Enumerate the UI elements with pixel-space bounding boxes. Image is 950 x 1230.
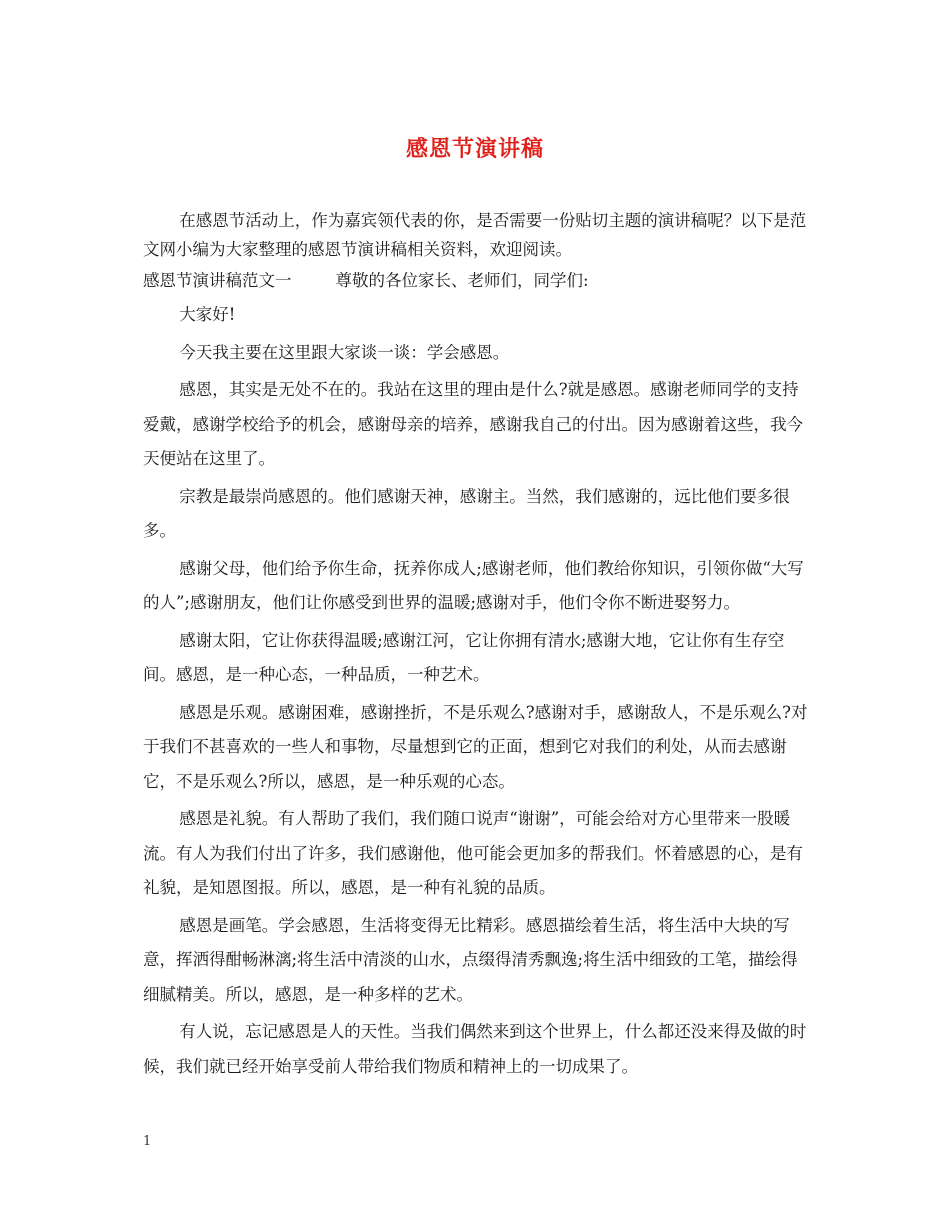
page-title: 感恩节演讲稿 <box>405 136 544 162</box>
section-label: 感恩节演讲稿范文一 <box>143 271 292 290</box>
section-heading-line <box>143 264 813 298</box>
paragraph: 今天我主要在这里跟大家谈一谈：学会感恩。 <box>179 342 510 362</box>
paragraph: 大家好! <box>179 305 236 324</box>
paragraph: 有人说，忘记感恩是人的天性。当我们偶然来到这个世界上，什么都还没来得及做的时候，我们就已经开始享受前人带给我们物质和精神上的一切成果了。 <box>143 1022 807 1076</box>
page-number: 1 <box>143 1134 152 1149</box>
paragraph: 感恩是画笔。学会感恩，生活将变得无比精彩。感恩描绘着生活，将生活中大块的写意，挥洒得酣畅淋漓;将生活中清淡的山水，点缀得清秀飘逸;将生活中细致的工笔，描绘得细腻精美。所以，感恩，是一种多样的艺术。 <box>143 915 798 1004</box>
salutation: 尊敬的各位家长、老师们，同学们: <box>335 271 589 290</box>
paragraph: 感恩是乐观。感谢困难，感谢挫折，不是乐观么?感谢对手，感谢敌人，不是乐观么?对于我们不甚喜欢的一些人和事物，尽量想到它的正面，想到它对我们的利处，从而去感谢它，不是乐观么?所以，感恩，是一种乐观的心态。 <box>143 702 808 791</box>
paragraph: 宗教是最崇尚感恩的。他们感谢天神，感谢主。当然，我们感谢的，远比他们要多很多。 <box>143 486 790 540</box>
document-body <box>143 206 813 1087</box>
paragraph: 感谢太阳，它让你获得温暖;感谢江河，它让你拥有清水;感谢大地，它让你有生存空间。感恩，是一种心态，一种品质，一种艺术。 <box>143 630 785 684</box>
paragraph: 感恩，其实是无处不在的。我站在这里的理由是什么?就是感恩。感谢老师同学的支持爱戴，感谢学校给予的机会，感谢母亲的培养，感谢我自己的付出。因为感谢着这些，我今天便站在这里了。 <box>143 380 803 468</box>
paragraph: 感谢父母，他们给予你生命，抚养你成人;感谢老师，他们教给你知识，引领你做“大写的人”;感谢朋友，他们让你感受到世界的温暖;感谢对手，他们令你不断进娶努力。 <box>143 558 804 612</box>
intro-paragraph: 在感恩节活动上，作为嘉宾领代表的你，是否需要一份贴切主题的演讲稿呢？以下是范文网小编为大家整理的感恩节演讲稿相关资料，欢迎阅读。 <box>143 211 807 259</box>
paragraph: 感恩是礼貌。有人帮助了我们，我们随口说声“谢谢”，可能会给对方心里带来一股暖流。有人为我们付出了许多，我们感谢他，他可能会更加多的帮我们。怀着感恩的心，是有礼貌，是知恩图报。所以，感恩，是一种有礼貌的品质。 <box>143 809 803 897</box>
